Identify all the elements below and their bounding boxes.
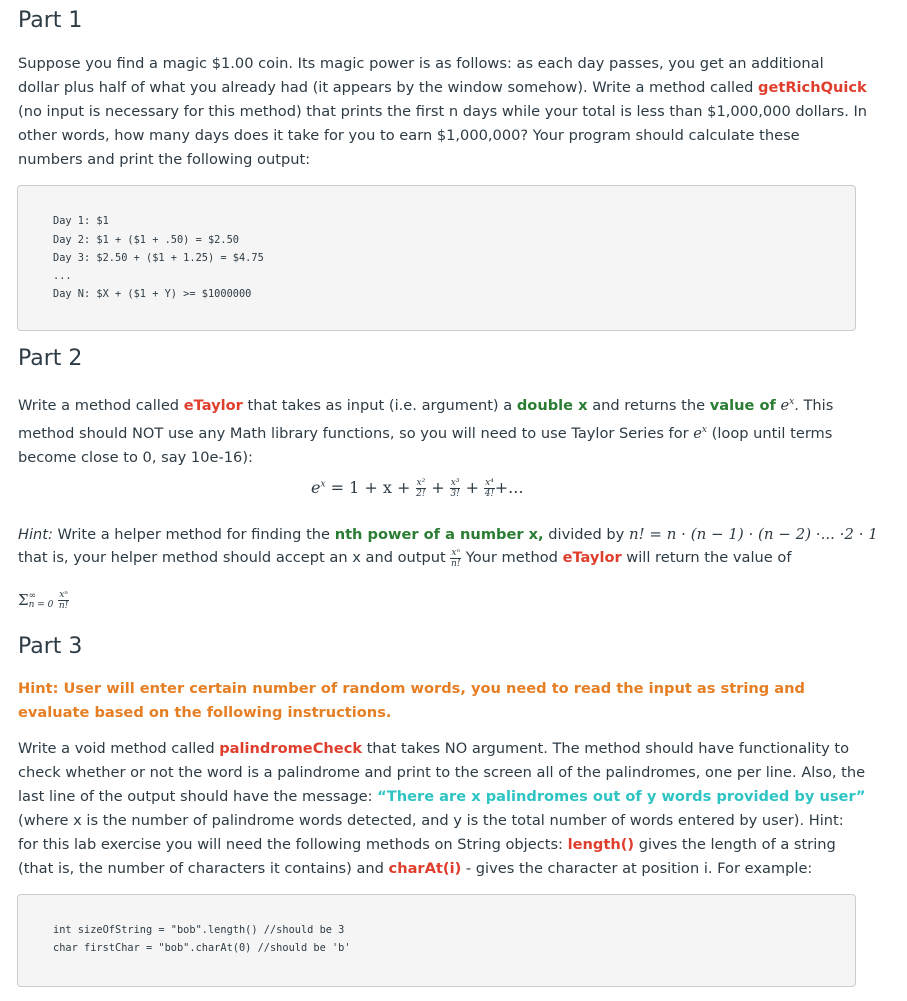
code-line: int sizeOfString = "bob".length() //should be 3 bbox=[53, 924, 345, 936]
code-line: Day 3: $2.50 + ($1 + 1.25) = $4.75 bbox=[53, 252, 264, 264]
method-eTaylor: eTaylor bbox=[183, 396, 243, 414]
plus-sign: + bbox=[431, 478, 445, 497]
hint-text-c: that is, your helper method should accept an x and output bbox=[18, 549, 451, 566]
part2-text-b: that takes as input (i.e. argument) a bbox=[242, 396, 517, 414]
sum-formula bbox=[18, 590, 69, 611]
hint-text-e: will return the value of bbox=[621, 549, 792, 566]
part1-code-block bbox=[17, 185, 856, 331]
formula-body: = 1 + x + bbox=[330, 478, 416, 497]
hint-line-2 bbox=[18, 546, 878, 570]
part2-text-e: (loop until terms become close to 0, say 10e-16): bbox=[18, 424, 833, 466]
part3-text-e: - gives the character at position i. For example: bbox=[461, 860, 813, 877]
frac-xn-over-nfact: $\frac{\text{xⁿ}}{n!}$ bbox=[451, 547, 461, 569]
code-line: Day 2: $1 + ($1 + .50) = $2.50 bbox=[53, 234, 239, 246]
hint-text-b: divided by bbox=[543, 526, 629, 543]
method-getRichQuick: getRichQuick bbox=[758, 79, 867, 96]
part2-text-d: . This method should NOT use any Math library functions, so you will need to use Taylor Series for bbox=[18, 396, 834, 442]
formula-e: e bbox=[311, 478, 321, 497]
sigma-symbol: Σ bbox=[18, 591, 29, 609]
frac-x3: $\frac{\text{x³}}{3!}$ bbox=[450, 478, 460, 499]
frac-xn-over-nfact: $\frac{\text{xⁿ}}{n!}$ bbox=[58, 590, 69, 611]
formula-tail: +... bbox=[494, 478, 524, 497]
part1-paragraph bbox=[18, 52, 868, 172]
method-length: length() bbox=[567, 836, 635, 853]
part2-text-c: and returns the bbox=[587, 396, 710, 414]
e-to-x: $e^x$ bbox=[780, 396, 795, 414]
return-value-label: value of bbox=[709, 396, 776, 414]
taylor-formula bbox=[311, 478, 523, 499]
part3-paragraph bbox=[18, 737, 868, 881]
factorial-formula: n! = n · (n − 1) · (n − 2) ·... ·2 · 1 bbox=[628, 525, 878, 543]
code-line: Day 1: $1 bbox=[53, 215, 109, 227]
part3-text-d: gives the length of a string (that is, the number of characters it contains) and bbox=[18, 836, 836, 877]
sum-upper: ∞ bbox=[28, 590, 37, 601]
part2-heading: Part 2 bbox=[18, 346, 83, 371]
part3-hint: Hint: User will enter certain number of random words, you need to read the input as string and evaluate based on the following instructions. bbox=[18, 680, 805, 721]
method-eTaylor-ref: eTaylor bbox=[562, 549, 622, 566]
hint-power-label: nth power of a number x, bbox=[334, 526, 544, 543]
sum-lower: n = 0 bbox=[28, 599, 54, 610]
part2-text-a: Write a method called bbox=[18, 396, 184, 414]
part3-text-a: Write a void method called bbox=[18, 740, 220, 757]
input-double-x: double x bbox=[516, 396, 588, 414]
hint-text-a: Write a helper method for finding the bbox=[52, 526, 335, 543]
e-to-x: $e^x$ bbox=[693, 424, 707, 442]
code-line: ... bbox=[53, 270, 72, 282]
plus-sign: + bbox=[465, 478, 479, 497]
part1-heading: Part 1 bbox=[18, 8, 83, 33]
part2-paragraph bbox=[18, 390, 868, 470]
frac-x2: $\frac{\text{x²}}{2!}$ bbox=[416, 478, 426, 499]
part3-text-c: (where x is the number of palindrome words detected, and y is the total number of words entered by user). Hint: for this lab exercise you will need the following methods on String objects: bbox=[18, 812, 844, 853]
code-line: char firstChar = "bob".charAt(0) //should be 'b' bbox=[53, 942, 351, 954]
hint-line-1 bbox=[18, 522, 878, 547]
part1-text-b: (no input is necessary for this method) that prints the first n days while your total is less than $1,000,000 dollars. In other words, how many days does it take for you to earn $1,000,000? Your program should calculate these numbers and print the following output: bbox=[18, 103, 868, 168]
part1-text-a: Suppose you find a magic $1.00 coin. Its magic power is as follows: as each day passes, you get an additional dollar plus half of what you already had (it appears by the window somehow). Write a method called bbox=[18, 55, 824, 96]
hint-label: Hint: bbox=[18, 526, 53, 543]
part3-text-b: that takes NO argument. The method should have functionality to check whether or not the word is a palindrome and print to the screen all of the palindromes, one per line. Also, the last line of the output should have the message: bbox=[18, 740, 866, 805]
method-charAt: charAt(i) bbox=[388, 860, 462, 877]
method-palindromeCheck: palindromeCheck bbox=[219, 740, 363, 757]
hint-text-d: Your method bbox=[461, 549, 563, 566]
formula-exp: x bbox=[320, 479, 326, 490]
frac-x4: $\frac{\text{x⁴}}{4!}$ bbox=[484, 478, 495, 499]
part3-code-block bbox=[17, 894, 856, 987]
output-message: “There are x palindromes out of y words provided by user” bbox=[377, 788, 866, 805]
part3-heading: Part 3 bbox=[18, 634, 83, 659]
code-line: Day N: $X + ($1 + Y) >= $1000000 bbox=[53, 288, 252, 300]
